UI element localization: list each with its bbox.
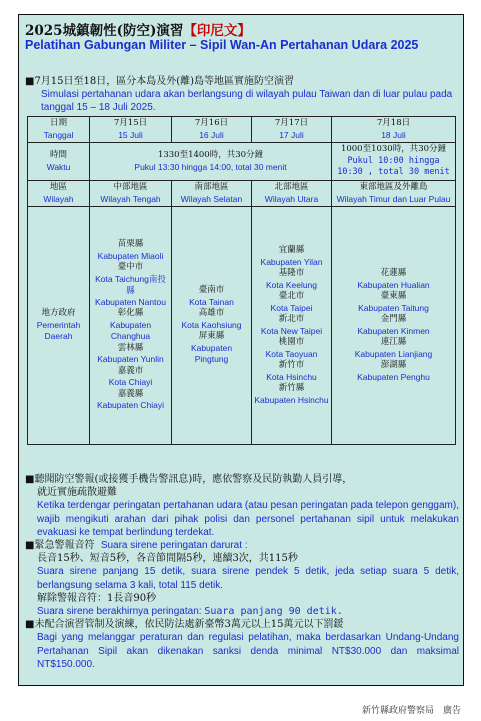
poster <box>18 14 464 686</box>
title-indonesian: Pelatihan Gabungan Militer – Sipil Wan-An Pertahanan Udara 2025 <box>25 38 419 52</box>
table-row <box>28 117 456 143</box>
region-cell: 南部地區 Wilayah Selatan <box>172 181 252 207</box>
notes <box>25 473 459 671</box>
note-siren-id: Suara sirene panjang 15 detik, suara sirene pendek 5 detik, jeda setiap suara 5 detik, berlangsung selama 3 kali, total 115 detik. <box>37 566 459 591</box>
table-row <box>28 207 456 445</box>
gov-list-east-outer: 花蓮縣 Kabupaten Hualian 臺東縣 Kabupaten Taitung 金門縣 Kabupaten Kinmen 連江縣 Kabupaten Lianjiang 澎湖縣 Kabupaten Penghu <box>332 207 456 445</box>
region-cell: 北部地區 Wilayah Utara <box>252 181 332 207</box>
date-cell: 7月16日 16 Juli <box>172 117 252 143</box>
intro-indonesian: Simulasi pertahanan udara akan berlangsung di wilayah pulau Taiwan dan di luar pulau pada tanggal 15 – 18 Juli 2025. <box>41 89 453 113</box>
region-cell: 東部地區及外離島 Wilayah Timur dan Luar Pulau <box>332 181 456 207</box>
note-siren-detail-zh: 長音15秒、短音5秒，各音節間隔5秒，連續3次，共115秒 <box>37 553 298 565</box>
note-allclear-id: Suara sirene berakhirnya peringatan: Suara panjang 90 detik. <box>37 606 343 618</box>
title-main: 2025城鎮韌性(防空)演習 <box>25 23 184 39</box>
note-evacuate-id: Ketika terdengar peringatan pertahanan udara (atau pesan peringatan pada telepon genggam), wajib mengikuti arahan dari pihak polisi dan personel pertahanan sipil untuk melakukan evakuasi ke tempat berlindung terdekat. <box>37 500 459 538</box>
gov-list-south: 臺南市 Kota Tainan 高雄市 Kota Kaohsiung 屏東縣 Kabupaten Pingtung <box>172 207 252 445</box>
gov-list-north: 宜蘭縣 Kabupaten Yilan 基隆市 Kota Keelung 臺北市 Kota Taipei 新北市 Kota New Taipei 桃園市 Kota Taoyuan 新竹市 Kota Hsinchu 新竹縣 Kabupaten Hsinchu <box>252 207 332 445</box>
region-header: 地區 Wilayah <box>28 181 90 207</box>
government-header: 地方政府 Pemerintah Daerah <box>28 207 90 445</box>
time-main-island: 1330至1400時，共30分鐘 Pukul 13:30 hingga 14:00, total 30 menit <box>90 143 332 181</box>
intro <box>25 75 459 114</box>
region-cell: 中部地區 Wilayah Tengah <box>90 181 172 207</box>
title-chinese <box>25 19 251 39</box>
schedule-table <box>27 116 456 445</box>
date-cell: 7月18日 18 Juli <box>332 117 456 143</box>
note-penalty-id: Bagi yang melanggar peraturan dan regulasi pelatihan, maka berdasarkan Undang-Undang Pertahanan Sipil akan dikenakan sanksi denda minimal NT$30.000 dan maksimal NT$150.000. <box>37 632 459 670</box>
date-header: 日期 Tanggal <box>28 117 90 143</box>
date-cell: 7月15日 15 Juli <box>90 117 172 143</box>
note-siren-zh: ■緊急警報音符 Suara sirene peringatan darurat : <box>25 540 248 552</box>
gov-list-central: 苗栗縣 Kabupaten Miaoli 臺中市 Kota Taichung南投縣 Kabupaten Nantou 彰化縣 Kabupaten Changhua 雲林縣 Kabupaten Yunlin 嘉義市 Kota Chiayi 嘉義縣 Kabupaten Chiayi <box>90 207 172 445</box>
note-allclear-zh: 解除警報音符：1長音90秒 <box>37 592 157 604</box>
note-evacuate-zh: ■聽聞防空警報(或接獲手機告警訊息)時，應依警察及民防執勤人員引導， <box>25 474 353 485</box>
note-penalty-zh: ■未配合演習管制及演練，依民防法處新臺幣3萬元以上15萬元以下罰鍰 <box>25 619 344 631</box>
footer-publisher: 新竹縣政府警察局 廣告 <box>361 706 461 716</box>
note-evacuate-zh-2: 就近實施疏散避難 <box>37 487 117 499</box>
table-row <box>28 143 456 181</box>
intro-chinese: ■7月15日至18日，區分本島及外(離)島等地區實施防空演習 <box>25 76 295 87</box>
title-language: 【印尼文】 <box>183 23 251 39</box>
time-outer-island: 1000至1030時，共30分鐘 Pukul 10:00 hingga 10:30 , total 30 menit <box>332 143 456 181</box>
table-row <box>28 181 456 207</box>
date-cell: 7月17日 17 Juli <box>252 117 332 143</box>
time-header: 時間 Waktu <box>28 143 90 181</box>
